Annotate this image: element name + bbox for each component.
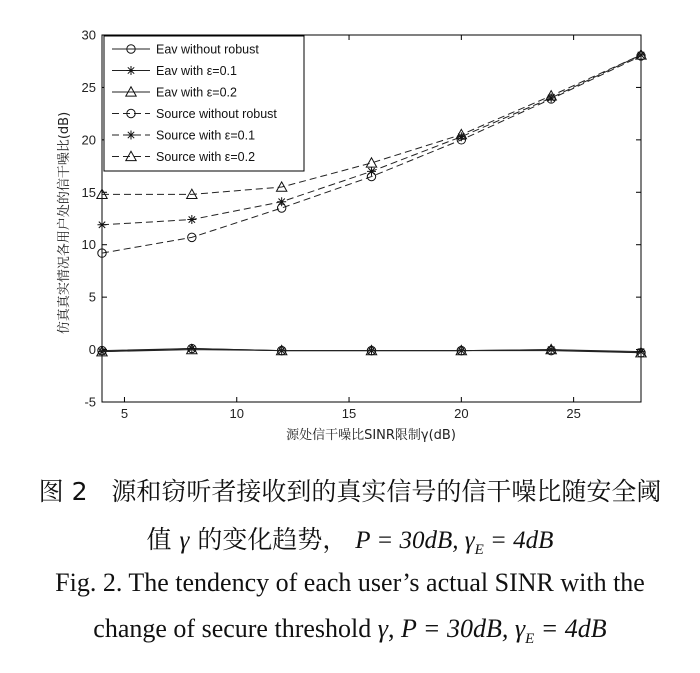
legend-label: Eav without robust — [156, 42, 259, 57]
x-tick-label: 20 — [454, 406, 469, 421]
caption-gamma: γ — [179, 527, 190, 554]
legend-label: Source with ε=0.1 — [156, 128, 256, 143]
legend-label: Source without robust — [156, 107, 277, 121]
legend — [104, 36, 304, 171]
y-tick-label: 5 — [88, 289, 96, 305]
x-tick-label: 15 — [341, 406, 357, 421]
legend-label: Eav with ε=0.2 — [156, 85, 237, 100]
y-tick-label: 25 — [81, 79, 96, 95]
caption-en-line2: change of secure threshold γ, P = 30dB, $\gamma_E = 4dB$ — [93, 614, 607, 648]
y-axis-label: 仿真真实情况各用户处的信干噪比(dB) — [57, 111, 72, 335]
y-tick-label: 0 — [88, 342, 96, 358]
caption-gamma-en: γ — [377, 614, 388, 643]
legend-label: Eav with ε=0.1 — [156, 64, 237, 78]
x-tick-label: 25 — [566, 406, 581, 421]
caption-figure-label: 图 2 — [38, 477, 88, 506]
caption-cn-text1: 源和窃听者接收到的真实信号的信干噪比随安全阈 — [111, 477, 662, 506]
x-tick-label: 10 — [229, 406, 244, 421]
data-point — [277, 197, 286, 206]
caption-cn-text2b: 的变化趋势， — [197, 525, 348, 554]
caption-cn-line1 — [0, 472, 700, 508]
x-tick-label: 5 — [120, 406, 129, 421]
y-tick-label: -5 — [84, 394, 96, 410]
data-point — [457, 132, 466, 141]
x-axis-label: 源处信干噪比SINR限制γ(dB) — [286, 428, 456, 443]
y-tick-label: 10 — [81, 237, 96, 253]
legend-marker — [127, 66, 136, 75]
caption-en-line1: Fig. 2. The tendency of each user’s actual SINR with the — [55, 568, 645, 597]
legend-marker — [127, 131, 136, 140]
data-point — [98, 220, 107, 229]
legend-label: Source with ε=0.2 — [156, 150, 256, 164]
caption-cn-line2 — [0, 520, 700, 559]
y-tick-label: 20 — [81, 132, 96, 148]
caption-cn-text2a: 值 — [146, 525, 172, 554]
caption-en-text2: change of secure threshold — [93, 614, 372, 643]
data-point — [367, 167, 376, 176]
data-point — [187, 215, 196, 224]
caption-formula-en: P = 30dB, $\gamma_E = 4dB$ — [401, 614, 607, 648]
y-tick-label: 30 — [81, 27, 96, 43]
caption-formula-cn: P = 30dB, $\gamma_E = 4dB$ — [355, 527, 554, 558]
y-tick-label: 15 — [81, 184, 96, 200]
